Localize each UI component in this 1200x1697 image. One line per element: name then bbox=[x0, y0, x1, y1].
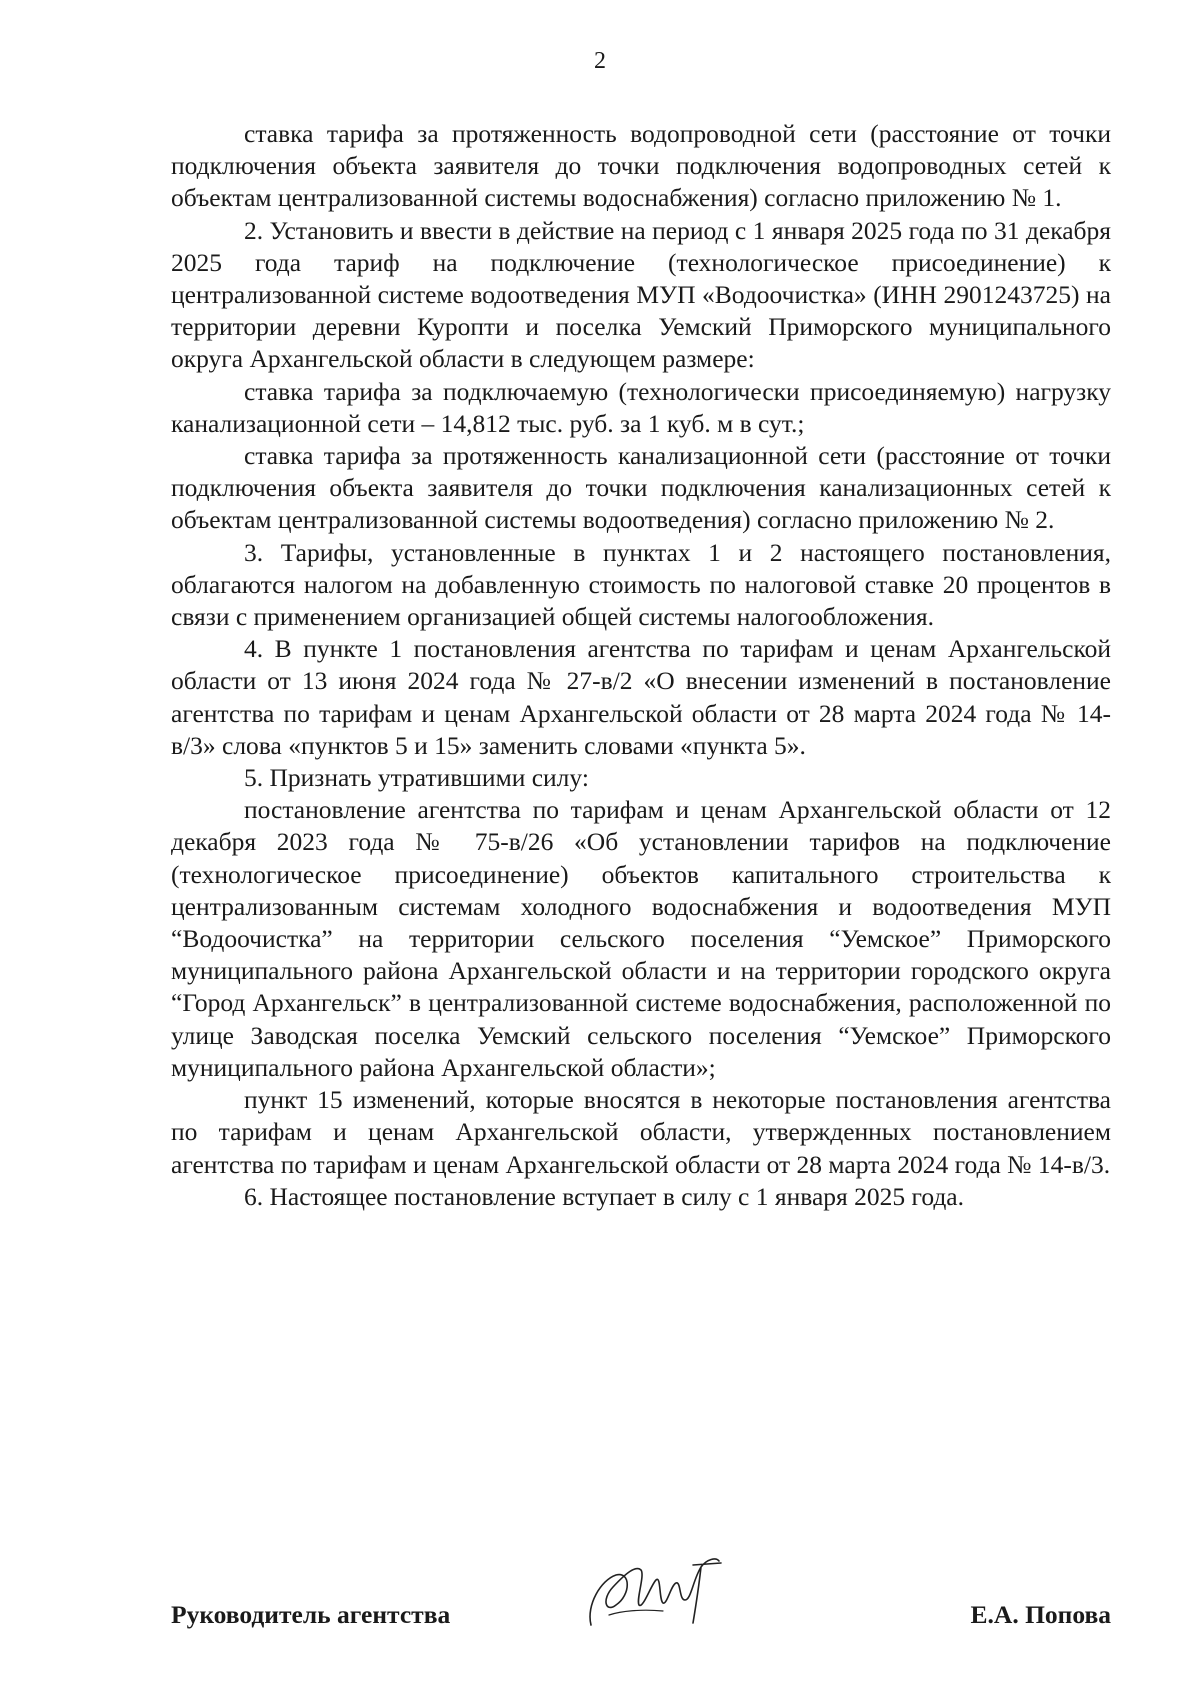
paragraph-item-3: 3. Тарифы, установленные в пунктах 1 и 2 настоящего постановления, облагаются налогом на добавленную стоимость по налоговой ставке 20 процентов в связи с применением организацией общей системы налогообложения. bbox=[171, 537, 1111, 632]
paragraph-water-network-rate: ставка тарифа за протяженность водопроводной сети (расстояние от точки подключения объекта заявителя до точки подключения водопроводных сетей к объектам централизованной системы водоснабжения) согласно приложению № 1. bbox=[171, 119, 1111, 213]
paragraph-sewer-load-rate: ставка тарифа за подключаемую (технологически присоединяемую) нагрузку канализационной сети – 14,812 тыс. руб. за 1 куб. м в сут.; bbox=[171, 376, 1111, 438]
page-number: 2 bbox=[594, 48, 606, 74]
paragraph-item-6: 6. Настоящее постановление вступает в силу с 1 января 2025 года. bbox=[244, 1181, 965, 1211]
paragraph-item-4: 4. В пункте 1 постановления агентства по тарифам и ценам Архангельской области от 13 июня 2024 года № 27-в/2 «О внесении изменений в постановление агентства по тарифам и ценам Архангельской области от 28 марта 2024 года № 14-в/3» слова «пунктов 5 и 15» заменить словами «пункта 5». bbox=[171, 634, 1111, 760]
signature-block bbox=[171, 1545, 1111, 1655]
handwritten-signature bbox=[581, 1545, 731, 1640]
paragraph-sewer-network-rate: ставка тарифа за протяженность канализационной сети (расстояние от точки подключения объекта заявителя до точки подключения канализационных сетей к объектам централизованной системы водоотведения) согласно приложению № 2. bbox=[171, 441, 1111, 535]
document-body bbox=[171, 118, 1111, 1213]
paragraph-item-2: 2. Установить и ввести в действие на период с 1 января 2025 года по 31 декабря 2025 года тариф на подключение (технологическое присоединение) к централизованной системе водоотведения МУП «Водоочистка» (ИНН 2901243725) на территории деревни Куропти и поселка Уемский Приморского муниципального округа Архангельской области в следующем размере: bbox=[171, 215, 1111, 374]
signatory-name: Е.А. Попова bbox=[970, 1600, 1111, 1629]
paragraph-repealed-resolution: постановление агентства по тарифам и ценам Архангельской области от 12 декабря 2023 года № 75-в/26 «Об установлении тарифов на подключение (технологическое присоединение) объектов капитального строительства к централизованным системам холодного водоснабжения и водоотведения МУП “Водоочистка” на территории сельского поселения “Уемское” Приморского муниципального района Архангельской области и на территории городского округа “Город Архангельск” в централизованной системе водоснабжения, расположенной по улице Заводская поселка Уемский сельского поселения “Уемское” Приморского муниципального района Архангельской области»; bbox=[171, 795, 1111, 1082]
signatory-title: Руководитель агентства bbox=[171, 1600, 451, 1629]
paragraph-repealed-clause: пункт 15 изменений, которые вносятся в некоторые постановления агентства по тарифам и ценам Архангельской области, утвержденных постановлением агентства по тарифам и ценам Архангельской области от 28 марта 2024 года № 14-в/3. bbox=[171, 1085, 1111, 1179]
paragraph-item-5: 5. Признать утратившими силу: bbox=[244, 763, 589, 793]
